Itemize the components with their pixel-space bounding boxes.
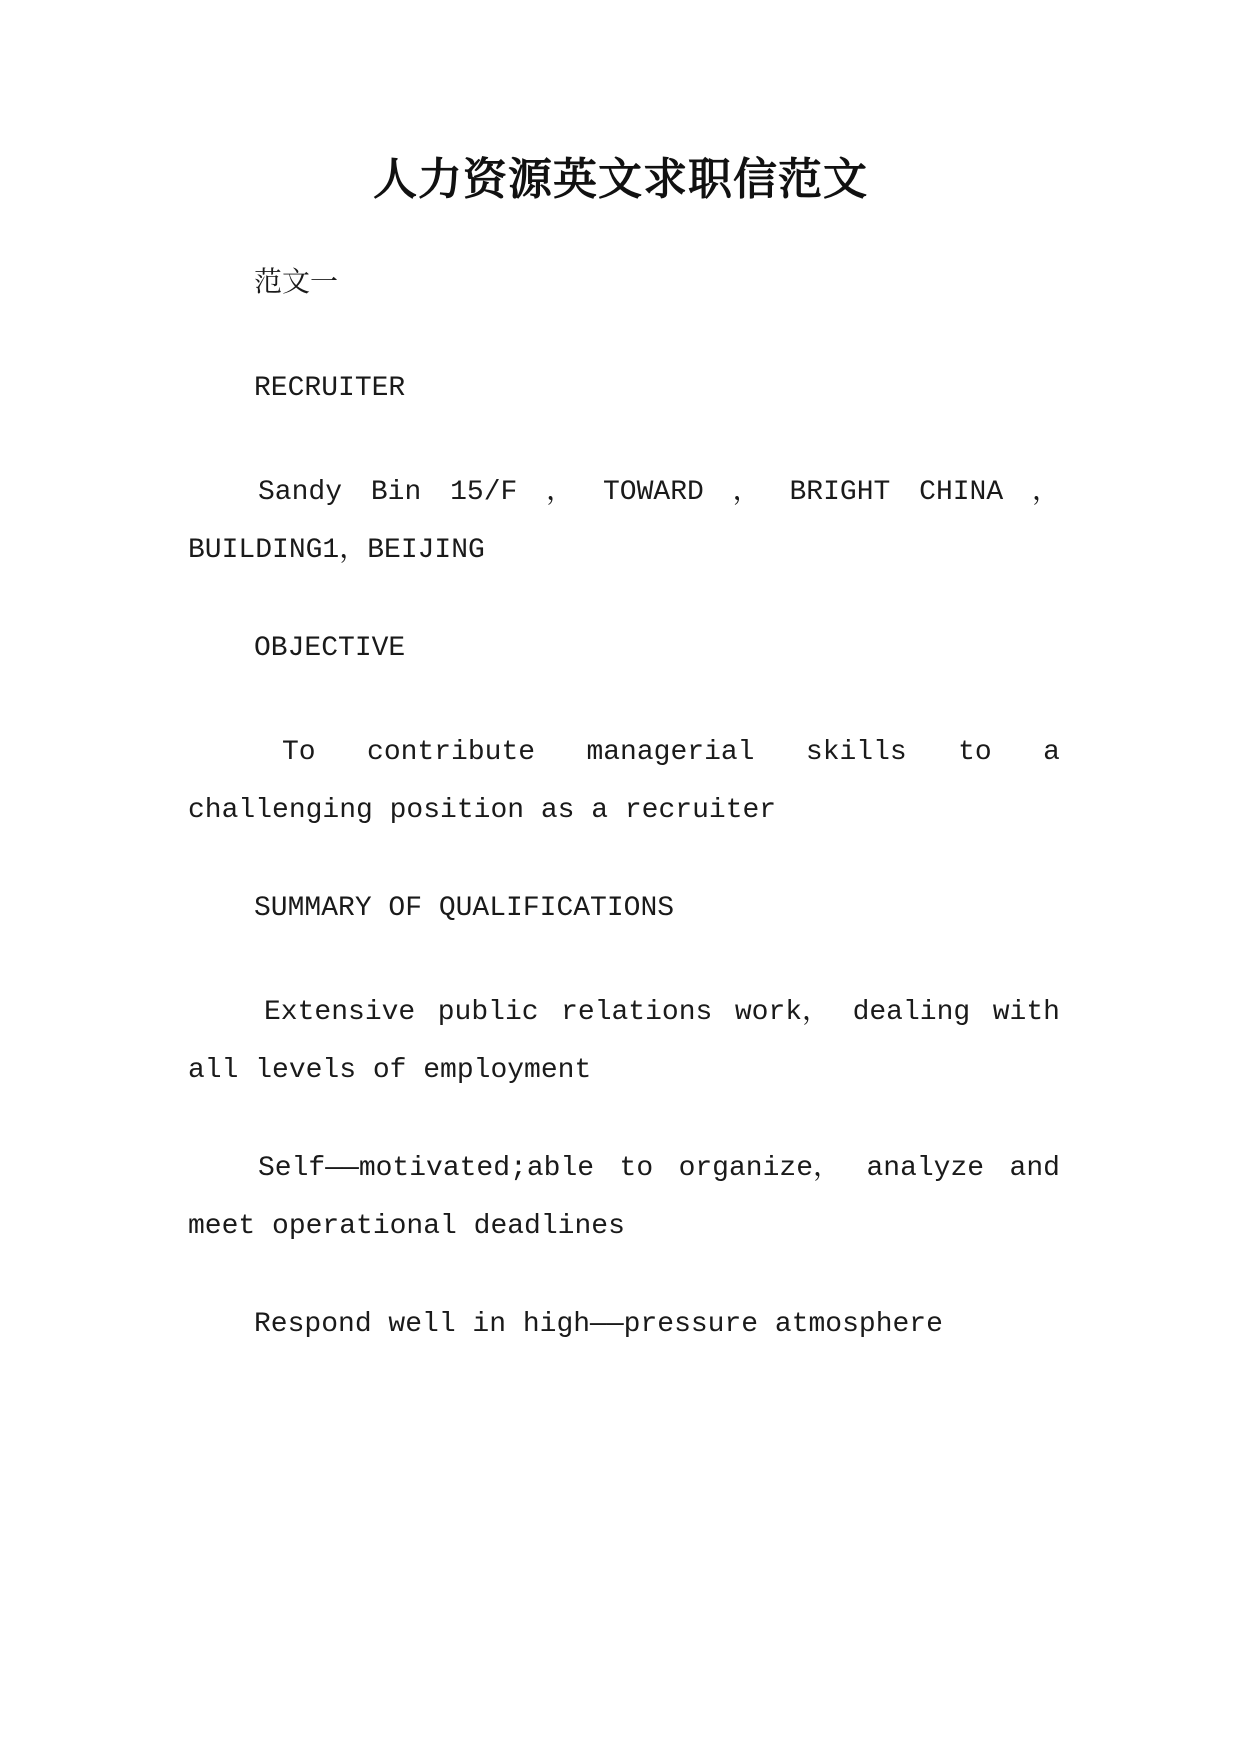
objective-line-2: challenging position as a recruiter — [188, 795, 777, 826]
objective-word: skills — [805, 737, 907, 768]
qualification-item — [188, 1296, 1060, 1354]
qualification-word: to — [619, 1153, 654, 1184]
address-word: CHINA — [919, 477, 1004, 508]
qualification-line-2: all levels of employment — [188, 1055, 592, 1086]
qualification-word: organize， — [678, 1153, 842, 1184]
qualification-line-1: Respond well in high——pressure atmosphere — [254, 1309, 943, 1340]
qualification-word: analyze — [866, 1153, 985, 1184]
objective-paragraph — [188, 724, 1060, 840]
objective-word: to — [958, 737, 992, 768]
qualification-word: public — [437, 997, 539, 1028]
address-word: Sandy — [258, 477, 343, 508]
address-line-1 — [188, 464, 1060, 522]
qualification-word: Self——motivated;able — [258, 1153, 595, 1184]
address-word: Bin — [370, 477, 422, 508]
address-word: 15/F — [450, 477, 518, 508]
sample-heading: 范文一 — [254, 269, 339, 300]
recruiter-heading-block — [188, 360, 1060, 418]
qualification-line-1 — [188, 984, 1060, 1042]
objective-heading-block — [188, 620, 1060, 678]
objective-word: managerial — [586, 737, 755, 768]
address-line-2: BUILDING1，BEIJING — [188, 535, 485, 566]
summary-heading-block — [188, 880, 1060, 938]
address-word: ， — [1031, 477, 1060, 508]
objective-word: To — [282, 737, 316, 768]
address-word: TOWARD — [602, 477, 704, 508]
objective-word: a — [1043, 737, 1060, 768]
objective-line-1 — [188, 724, 1060, 782]
qualification-word: and — [1009, 1153, 1060, 1184]
qualification-item — [188, 1140, 1060, 1256]
qualification-line-1 — [188, 1140, 1060, 1198]
qualification-word: work， — [734, 997, 831, 1028]
document-title: 人力资源英文求职信范文 — [373, 154, 868, 205]
qualification-word: Extensive — [264, 997, 416, 1028]
address-word: BRIGHT — [789, 477, 891, 508]
summary-heading: SUMMARY OF QUALIFICATIONS — [254, 893, 675, 924]
qualification-item — [188, 984, 1060, 1100]
qualification-word: relations — [561, 997, 713, 1028]
objective-word: contribute — [367, 737, 536, 768]
qualification-word: with — [992, 997, 1060, 1028]
address-paragraph — [188, 464, 1060, 580]
qualification-word: dealing — [852, 997, 971, 1028]
objective-heading: OBJECTIVE — [254, 633, 406, 664]
address-word: ， — [546, 477, 575, 508]
sample-heading-block — [188, 256, 1060, 314]
qualification-line-2: meet operational deadlines — [188, 1211, 625, 1242]
recruiter-heading: RECRUITER — [254, 373, 406, 404]
address-word: ， — [732, 477, 761, 508]
